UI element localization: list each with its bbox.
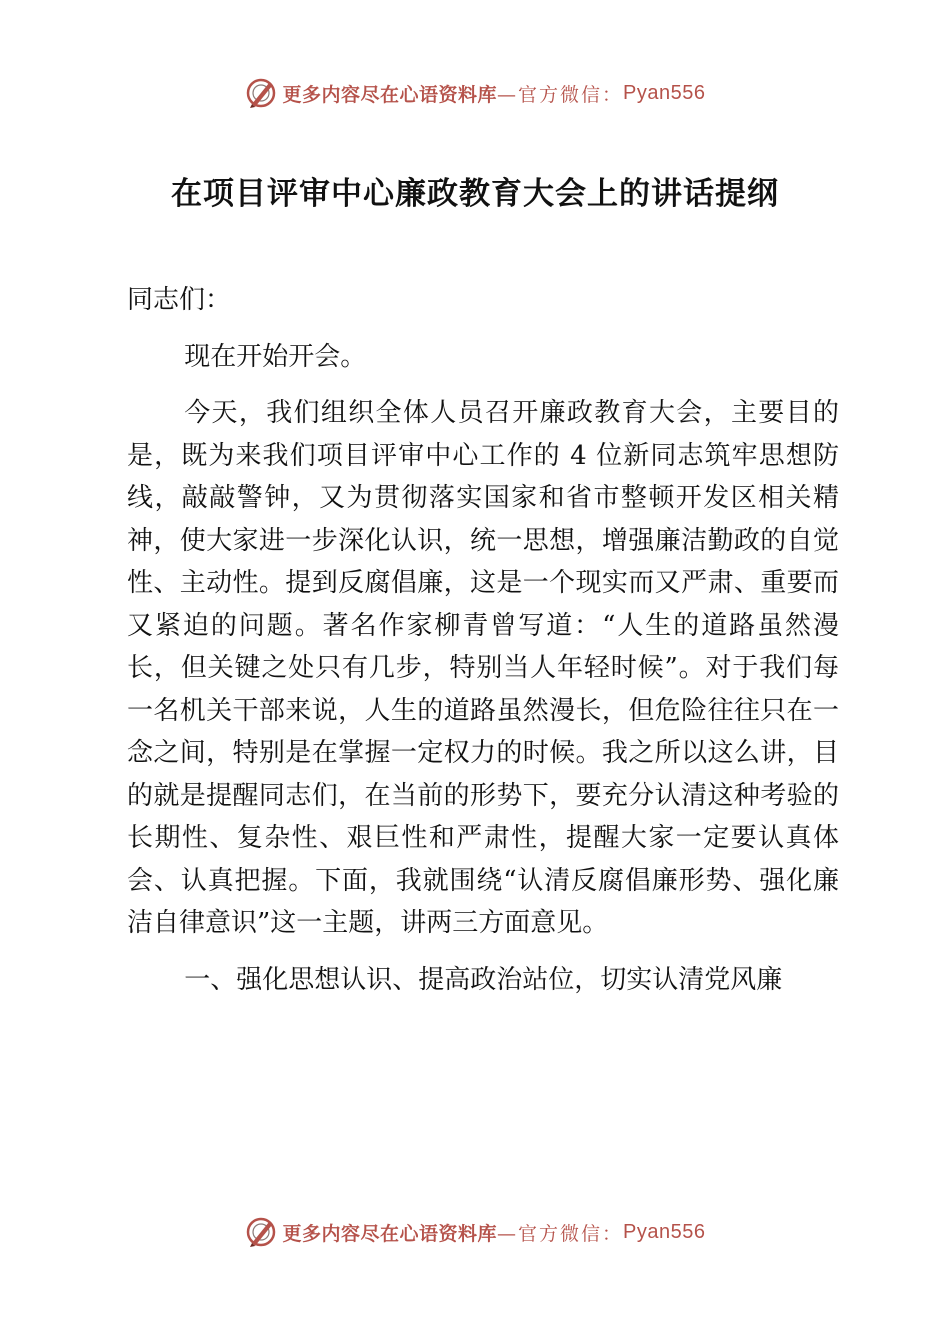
pen-logo-icon [245, 77, 277, 109]
banner-wechat-id: Pyan556 [623, 81, 706, 104]
document-body [127, 279, 839, 1015]
pen-logo-icon [245, 1216, 277, 1248]
banner-wechat-label: —官方微信： [497, 1222, 624, 1245]
banner-main-text: 更多内容尽在心语资料库 [282, 1222, 498, 1245]
paragraph-main: 今天，我们组织全体人员召开廉政教育大会，主要目的是，既为来我们项目评审中心工作的 4 位新同志筑牢思想防线，敲敲警钟，又为贯彻落实国家和省市整顿开发区相关精神，使大家进一步深化认识，统一思想，增强廉洁勤政的自觉性、主动性。提到反腐倡廉，这是一个现实而又严肃、重要而又紧迫的问题。著名作家柳青曾写道：“人生的道路虽然漫长，但关键之处只有几步，特别当人年轻时候”。对于我们每一名机关干部来说，人生的道路虽然漫长，但危险往往只在一念之间，特别是在掌握一定权力的时候。我之所以这么讲，目的就是提醒同志们，在当前的形势下，要充分认清这种考验的长期性、复杂性、艰巨性和严肃性，提醒大家一定要认真体会、认真把握。下面，我就围绕“认清反腐倡廉形势、强化廉洁自律意识”这一主题，讲两三方面意见。 [127, 398, 839, 938]
section-heading-one: 一、强化思想认识、提高政治站位，切实认清党风廉 [184, 964, 783, 995]
banner-main-text: 更多内容尽在心语资料库 [282, 83, 498, 106]
header-banner [0, 75, 950, 111]
paragraph-opening: 现在开始开会。 [184, 341, 367, 372]
banner-wechat-id: Pyan556 [623, 1220, 706, 1243]
footer-banner [0, 1214, 950, 1250]
banner-wechat-label: —官方微信： [497, 83, 624, 106]
salutation: 同志们： [127, 285, 232, 315]
document-title: 在项目评审中心廉政教育大会上的讲话提纲 [171, 176, 779, 212]
